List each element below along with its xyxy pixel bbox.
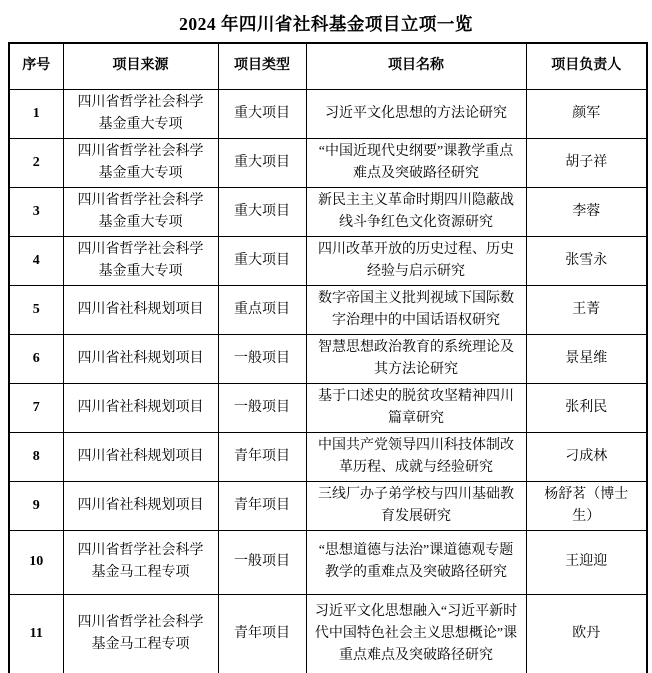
row-number-cell: 9 bbox=[9, 481, 63, 530]
project-source-cell: 四川省哲学社会科学基金马工程专项 bbox=[63, 594, 218, 673]
row-number-cell: 3 bbox=[9, 187, 63, 236]
table-row bbox=[9, 236, 647, 285]
project-source-cell: 四川省哲学社会科学基金重大专项 bbox=[63, 187, 218, 236]
project-type-cell: 重大项目 bbox=[218, 89, 306, 138]
table-row bbox=[9, 530, 647, 594]
project-source-cell: 四川省社科规划项目 bbox=[63, 334, 218, 383]
project-type-cell: 一般项目 bbox=[218, 334, 306, 383]
project-type-cell: 重大项目 bbox=[218, 236, 306, 285]
project-source-cell: 四川省哲学社会科学基金重大专项 bbox=[63, 89, 218, 138]
row-number-cell: 1 bbox=[9, 89, 63, 138]
project-leader-cell: 王菁 bbox=[526, 285, 647, 334]
project-leader-cell: 欧丹 bbox=[526, 594, 647, 673]
table-row bbox=[9, 481, 647, 530]
project-type-cell: 一般项目 bbox=[218, 383, 306, 432]
table-row bbox=[9, 334, 647, 383]
column-header-leader: 项目负责人 bbox=[526, 43, 647, 89]
row-number-cell: 4 bbox=[9, 236, 63, 285]
project-title-cell: “思想道德与法治”课道德观专题教学的重难点及突破路径研究 bbox=[306, 530, 526, 594]
project-title-cell: 基于口述史的脱贫攻坚精神四川篇章研究 bbox=[306, 383, 526, 432]
table-row bbox=[9, 383, 647, 432]
project-leader-cell: 杨舒茗（博士生） bbox=[526, 481, 647, 530]
project-title-cell: 习近平文化思想融入“习近平新时代中国特色社会主义思想概论”课重点难点及突破路径研究 bbox=[306, 594, 526, 673]
row-number-cell: 2 bbox=[9, 138, 63, 187]
project-title-cell: 习近平文化思想的方法论研究 bbox=[306, 89, 526, 138]
project-leader-cell: 景星维 bbox=[526, 334, 647, 383]
project-source-cell: 四川省社科规划项目 bbox=[63, 481, 218, 530]
column-header-source: 项目来源 bbox=[63, 43, 218, 89]
document-page bbox=[0, 12, 652, 673]
page-title: 2024 年四川省社科基金项目立项一览 bbox=[179, 14, 473, 34]
table-row bbox=[9, 432, 647, 481]
project-leader-cell: 刁成林 bbox=[526, 432, 647, 481]
project-source-cell: 四川省哲学社会科学基金重大专项 bbox=[63, 236, 218, 285]
row-number-cell: 5 bbox=[9, 285, 63, 334]
project-title-cell: 三线厂办子弟学校与四川基础教育发展研究 bbox=[306, 481, 526, 530]
project-title-cell: 中国共产党领导四川科技体制改革历程、成就与经验研究 bbox=[306, 432, 526, 481]
column-header-index: 序号 bbox=[9, 43, 63, 89]
project-type-cell: 青年项目 bbox=[218, 481, 306, 530]
project-source-cell: 四川省社科规划项目 bbox=[63, 383, 218, 432]
project-type-cell: 青年项目 bbox=[218, 432, 306, 481]
project-source-cell: 四川省社科规划项目 bbox=[63, 285, 218, 334]
project-type-cell: 重点项目 bbox=[218, 285, 306, 334]
table-body bbox=[9, 89, 647, 673]
table-row bbox=[9, 594, 647, 673]
column-header-title: 项目名称 bbox=[306, 43, 526, 89]
row-number-cell: 10 bbox=[9, 530, 63, 594]
project-source-cell: 四川省哲学社会科学基金马工程专项 bbox=[63, 530, 218, 594]
project-title-cell: 数字帝国主义批判视域下国际数字治理中的中国话语权研究 bbox=[306, 285, 526, 334]
table-row bbox=[9, 187, 647, 236]
project-title-cell: 四川改革开放的历史过程、历史经验与启示研究 bbox=[306, 236, 526, 285]
table-header bbox=[9, 43, 647, 89]
project-source-cell: 四川省社科规划项目 bbox=[63, 432, 218, 481]
column-header-type: 项目类型 bbox=[218, 43, 306, 89]
project-leader-cell: 胡子祥 bbox=[526, 138, 647, 187]
row-number-cell: 6 bbox=[9, 334, 63, 383]
project-type-cell: 青年项目 bbox=[218, 594, 306, 673]
project-leader-cell: 张利民 bbox=[526, 383, 647, 432]
project-title-cell: 智慧思想政治教育的系统理论及其方法论研究 bbox=[306, 334, 526, 383]
project-source-cell: 四川省哲学社会科学基金重大专项 bbox=[63, 138, 218, 187]
project-leader-cell: 李蓉 bbox=[526, 187, 647, 236]
table-row bbox=[9, 285, 647, 334]
project-leader-cell: 颜军 bbox=[526, 89, 647, 138]
project-title-cell: 新民主主义革命时期四川隐蔽战线斗争红色文化资源研究 bbox=[306, 187, 526, 236]
project-leader-cell: 张雪永 bbox=[526, 236, 647, 285]
project-title-cell: “中国近现代史纲要”课教学重点难点及突破路径研究 bbox=[306, 138, 526, 187]
row-number-cell: 7 bbox=[9, 383, 63, 432]
table-row bbox=[9, 89, 647, 138]
projects-table bbox=[8, 42, 648, 673]
project-type-cell: 重大项目 bbox=[218, 187, 306, 236]
table-row bbox=[9, 138, 647, 187]
project-type-cell: 重大项目 bbox=[218, 138, 306, 187]
header-row bbox=[9, 43, 647, 89]
project-type-cell: 一般项目 bbox=[218, 530, 306, 594]
row-number-cell: 11 bbox=[9, 594, 63, 673]
project-leader-cell: 王迎迎 bbox=[526, 530, 647, 594]
row-number-cell: 8 bbox=[9, 432, 63, 481]
